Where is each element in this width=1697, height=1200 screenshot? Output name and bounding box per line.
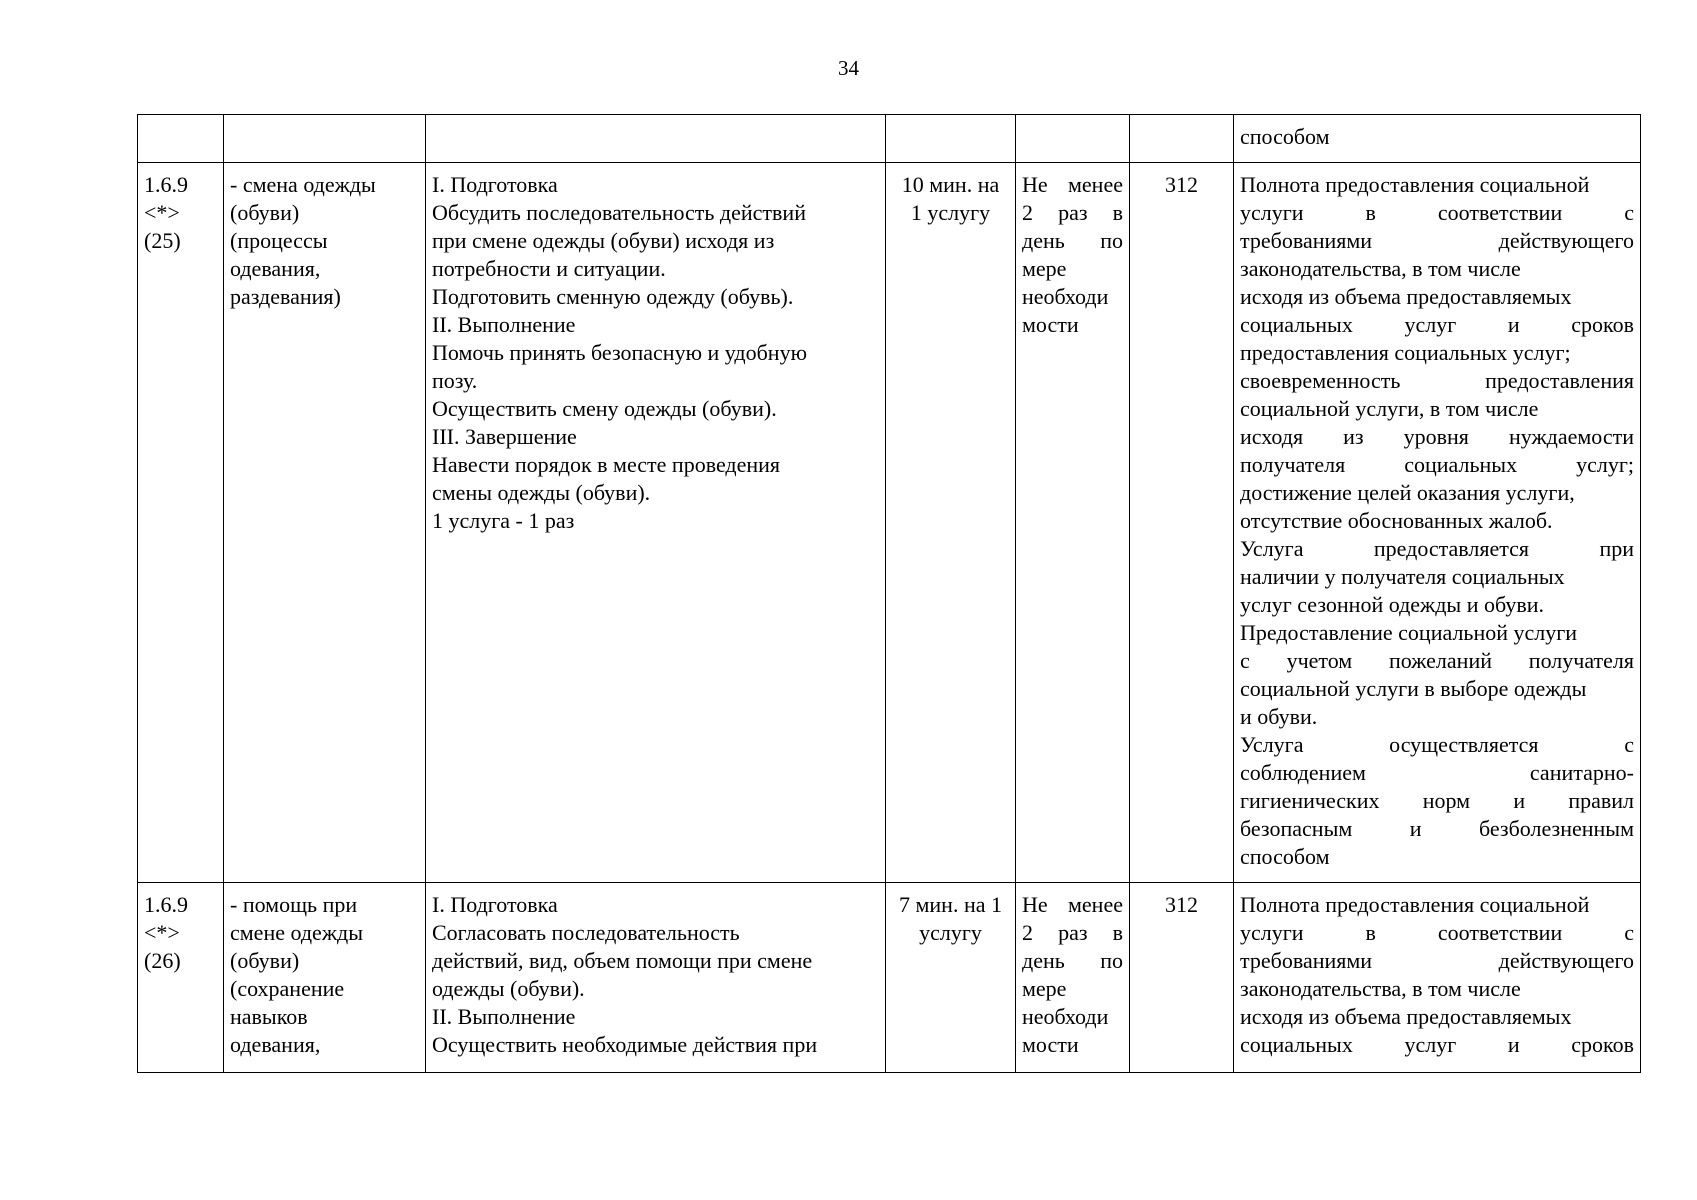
cell-text-line: Помочь принять безопасную и удобную <box>432 340 807 365</box>
service-frequency-cell <box>1016 883 1130 1073</box>
cell-text-line: Полнота предоставления социальной <box>1240 172 1590 197</box>
cell-text-line: смене одежды <box>230 920 363 945</box>
cell-text-line: навыков <box>230 1004 308 1029</box>
cell-text-line: 1 услуга - 1 раз <box>432 508 575 533</box>
cell-text-line: Услуга предоставляется при <box>1240 536 1634 561</box>
cell-text-line: Навести порядок в месте проведения <box>432 452 781 477</box>
cell-text-line: позу. <box>432 368 478 393</box>
cell-text-line: услуги в соответствии с <box>1240 920 1634 945</box>
cell-text-line: одевания, <box>230 1032 321 1057</box>
cell-text: 312 <box>1165 892 1198 917</box>
cell-text-line: Предоставление социальной услуги <box>1240 620 1578 645</box>
cell-text-line: <*> <box>144 200 180 225</box>
cell-text-line: 2 раз в <box>1022 920 1123 945</box>
cell-text-line: Подготовить сменную одежду (обувь). <box>432 284 794 309</box>
cell-text-line: Согласовать последовательность <box>432 920 740 945</box>
cell-text-line: законодательства, в том числе <box>1240 256 1521 281</box>
cell-text-line: необходи <box>1022 1004 1109 1029</box>
cell-text-line: предоставления социальных услуг; <box>1240 340 1571 365</box>
cell-text-line: Осуществить смену одежды (обуви). <box>432 396 777 421</box>
service-duration-cell <box>886 883 1016 1073</box>
cell-text-line: Не менее <box>1022 172 1123 197</box>
cell-text-line: безопасным и безболезненным <box>1240 816 1634 841</box>
cell-text-line: Услуга осуществляется с <box>1240 732 1634 757</box>
service-name-cell <box>224 883 426 1073</box>
cell-text-line: услуги в соответствии с <box>1240 200 1634 225</box>
cell-text-line: (25) <box>144 228 181 253</box>
cell-text-line: с учетом пожеланий получателя <box>1240 648 1634 673</box>
service-duration-cell <box>886 163 1016 883</box>
cell-text-line: требованиями действующего <box>1240 948 1634 973</box>
service-name-cell <box>224 163 426 883</box>
cell-text-line: (26) <box>144 948 181 973</box>
table-row <box>138 883 1641 1073</box>
cell-text-line: мере <box>1022 976 1067 1001</box>
page-number: 34 <box>838 56 859 80</box>
cell-text-line: I. Подготовка <box>432 172 558 197</box>
cell-text-line: законодательства, в том числе <box>1240 976 1521 1001</box>
cell-text-line: одевания, <box>230 256 321 281</box>
cell-text-line: способом <box>1240 124 1330 149</box>
cell-text-line: мости <box>1022 1032 1079 1057</box>
service-duration-cell <box>886 115 1016 163</box>
cell-text-line: услуг сезонной одежды и обуви. <box>1240 592 1545 617</box>
service-tariff-cell <box>1130 115 1234 163</box>
cell-text-line: III. Завершение <box>432 424 577 449</box>
cell-text-line: мере <box>1022 256 1067 281</box>
cell-text-line: Полнота предоставления социальной <box>1240 892 1590 917</box>
cell-text-line: II. Выполнение <box>432 312 576 337</box>
service-quality-cell <box>1234 115 1641 163</box>
cell-text-line: и обуви. <box>1240 704 1318 729</box>
cell-text-line: получателя социальных услуг; <box>1240 452 1634 477</box>
cell-text-line: 1.6.9 <box>144 172 188 197</box>
cell-text-line: социальных услуг и сроков <box>1240 312 1634 337</box>
cell-text-line: действий, вид, объем помощи при смене <box>432 948 813 973</box>
cell-text-line: 2 раз в <box>1022 200 1123 225</box>
service-frequency-cell <box>1016 163 1130 883</box>
service-quality-cell <box>1234 163 1641 883</box>
cell-text-line: <*> <box>144 920 180 945</box>
cell-text: 312 <box>1165 172 1198 197</box>
cell-text-line: раздевания) <box>230 284 341 309</box>
cell-text-line: при смене одежды (обуви) исходя из <box>432 228 775 253</box>
cell-text-line: II. Выполнение <box>432 1004 576 1029</box>
cell-text-line: (обуви) <box>230 948 300 973</box>
table-row <box>138 115 1641 163</box>
cell-text-line: социальных услуг и сроков <box>1240 1032 1634 1057</box>
service-procedure-cell <box>426 115 886 163</box>
service-frequency-cell <box>1016 115 1130 163</box>
cell-text-line: день по <box>1022 228 1123 253</box>
cell-text-line: (обуви) <box>230 200 300 225</box>
cell-text-line: гигиенических норм и правил <box>1240 788 1634 813</box>
cell-text-line: - помощь при <box>230 892 358 917</box>
cell-text-line: отсутствие обоснованных жалоб. <box>1240 508 1553 533</box>
cell-text-line: Не менее <box>1022 892 1123 917</box>
cell-text-line: (процессы <box>230 228 328 253</box>
cell-text-line: 1.6.9 <box>144 892 188 917</box>
service-procedure-cell <box>426 883 886 1073</box>
service-tariff-cell <box>1130 883 1234 1073</box>
cell-text-line: наличии у получателя социальных <box>1240 564 1565 589</box>
cell-text-line: Осуществить необходимые действия при <box>432 1032 818 1057</box>
cell-text-line: необходи <box>1022 284 1109 309</box>
cell-text-line: социальной услуги, в том числе <box>1240 396 1539 421</box>
cell-text-line: I. Подготовка <box>432 892 558 917</box>
services-table <box>137 114 1641 1073</box>
service-tariff-cell <box>1130 163 1234 883</box>
cell-text-line: мости <box>1022 312 1079 337</box>
cell-text-line: одежды (обуви). <box>432 976 585 1001</box>
service-number-cell <box>138 883 224 1073</box>
cell-text-line: смены одежды (обуви). <box>432 480 651 505</box>
table-row <box>138 163 1641 883</box>
cell-text-line: - смена одежды <box>230 172 376 197</box>
cell-text-line: 7 мин. на 1 <box>898 892 1002 917</box>
cell-text-line: требованиями действующего <box>1240 228 1634 253</box>
cell-text-line: исходя из объема предоставляемых <box>1240 284 1572 309</box>
cell-text-line: 10 мин. на <box>901 172 1000 197</box>
cell-text-line: 1 услугу <box>910 200 991 225</box>
service-number-cell <box>138 163 224 883</box>
cell-text-line: своевременность предоставления <box>1240 368 1634 393</box>
service-quality-cell <box>1234 883 1641 1073</box>
cell-text-line: социальной услуги в выборе одежды <box>1240 676 1587 701</box>
service-name-cell <box>224 115 426 163</box>
cell-text-line: исходя из объема предоставляемых <box>1240 1004 1572 1029</box>
cell-text-line: день по <box>1022 948 1123 973</box>
cell-text-line: потребности и ситуации. <box>432 256 666 281</box>
service-number-cell <box>138 115 224 163</box>
cell-text-line: (сохранение <box>230 976 345 1001</box>
cell-text-line: исходя из уровня нуждаемости <box>1240 424 1634 449</box>
cell-text-line: достижение целей оказания услуги, <box>1240 480 1575 505</box>
cell-text-line: услугу <box>919 920 982 945</box>
cell-text-line: способом <box>1240 844 1330 869</box>
cell-text-line: Обсудить последовательность действий <box>432 200 806 225</box>
service-procedure-cell <box>426 163 886 883</box>
cell-text-line: соблюдением санитарно- <box>1240 760 1634 785</box>
